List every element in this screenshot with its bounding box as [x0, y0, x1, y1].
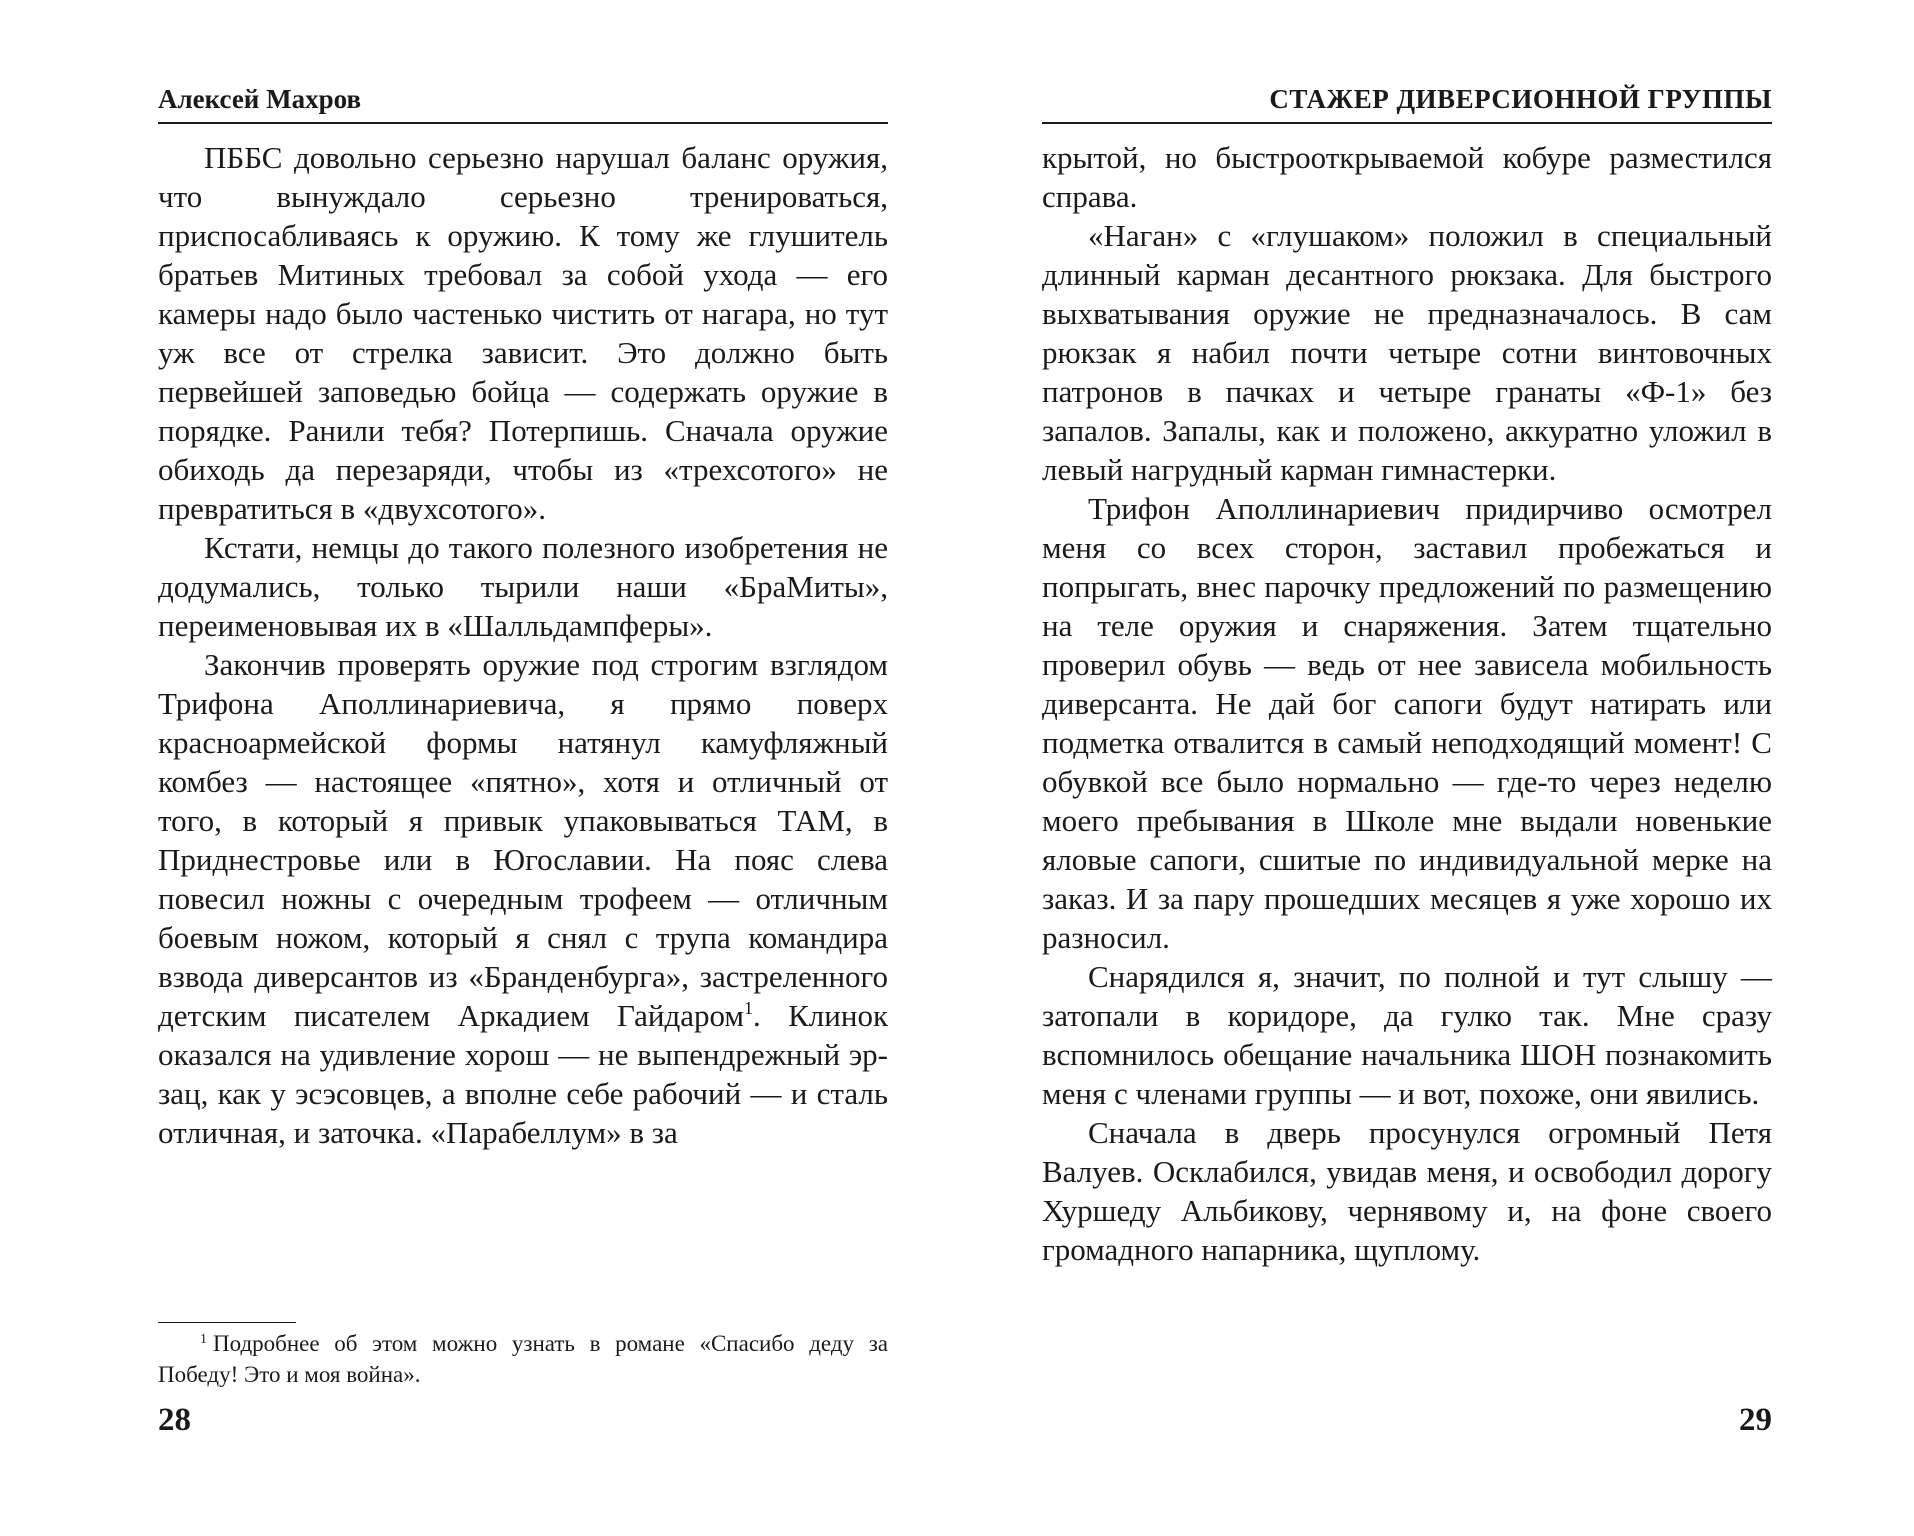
paragraph-text-tail: . Клинок оказался на удивление хорош — не выпендрежный эрзац, как у эсэсовцев, а вполне себе рабочий — и сталь отличная, и заточка. «Парабеллум» в за [158, 998, 889, 1150]
footnote-reference[interactable]: 1 [744, 998, 754, 1018]
right-page [1042, 0, 1772, 1536]
author-name: Алексей Махров [158, 84, 362, 114]
footnote-text: Подробнее об этом можно узнать в романе «Спасибо деду за Победу! Это и моя война». [158, 1331, 888, 1387]
paragraph: Трифон Аполлинариевич придирчиво осмотрел меня со всех сторон, заставил пробежаться и попрыгать, внес парочку предложений по размещению на теле оружия и снаряжения. Затем тщательно проверил обувь — ведь от нее зависела мобильность диверсанта. Не дай бог сапоги будут натирать или подметка отвалится в самый неподходящий момент! С обувкой все было нормально — где-то через неделю моего пребывания в Школе мне выдали новенькие яловые сапоги, сшитые по индивидуальной мерке на заказ. И за пару прошедших месяцев я уже хорошо их разносил. [1042, 491, 1772, 955]
footnote [158, 1328, 888, 1390]
paragraph: ПББС довольно серьезно нарушал баланс оружия, что вынуждало серьезно тренироваться, приспосабливаясь к оружию. К тому же глушитель братьев Митиных требовал за собой ухода — его камеры надо было частенько чистить от нагара, но тут уж все от стрелка зависит. Это должно быть первейшей заповедью бойца — содержать оружие в порядке. Ранили тебя? Потерпишь. Сначала оружие обиходь да перезаряди, чтобы из «трехсотого» не превратиться в «двухсотого». [158, 140, 888, 526]
right-body-text [1042, 138, 1772, 1269]
footnote-mark: 1 [200, 1332, 207, 1347]
paragraph [158, 645, 888, 1152]
paragraph: Кстати, немцы до такого полезного изобретения не додумались, только тырили наши «БраМиты», переименовывая их в «Шалльдампферы». [158, 530, 888, 643]
paragraph: «Наган» с «глушаком» положил в специальный длинный карман десантного рюкзака. Для быстрого выхватывания оружие не предназначалось. В сам рюкзак я набил почти четыре сотни винтовочных патронов в пачках и четыре гранаты «Ф-1» без запалов. Запалы, как и положено, аккуратно уложил в левый нагрудный карман гимнастерки. [1042, 218, 1772, 487]
right-running-head [1042, 80, 1772, 124]
left-page [158, 0, 888, 1536]
paragraph: Снарядился я, значит, по полной и тут слышу — затопали в коридоре, да гулко так. Мне сразу вспомнилось обещание начальника ШОН познакомить меня с членами группы — и вот, похоже, они явились. [1042, 959, 1772, 1111]
book-title: СТАЖЕР ДИВЕРСИОННОЙ ГРУППЫ [1269, 84, 1772, 114]
paragraph-text: Закончив проверять оружие под строгим взглядом Трифона Аполлинариевича, я прямо поверх красноармейской формы натянул камуфляжный комбез — настоящее «пятно», хотя и отличный от того, в который я привык упаковываться ТАМ, в Приднестровье или в Югославии. На пояс слева повесил ножны с очередным трофеем — отличным боевым ножом, который я снял с трупа командира взвода диверсантов из «Бранденбурга», застреленного детским писателем Аркадием Гайдаром [158, 647, 888, 1033]
paragraph-continuation: крытой, но быстрооткрываемой кобуре разместился справа. [1042, 140, 1772, 214]
left-running-head [158, 80, 888, 124]
footnote-divider [158, 1322, 296, 1323]
paragraph: Сначала в дверь просунулся огромный Петя Валуев. Осклабился, увидав меня, и освободил дорогу Хуршеду Альбикову, чернявому и, на фоне своего громадного напарника, щуплому. [1042, 1115, 1772, 1267]
page-number-right: 29 [1739, 1402, 1772, 1438]
page-number-left: 28 [158, 1402, 191, 1438]
left-body-text [158, 138, 888, 1152]
